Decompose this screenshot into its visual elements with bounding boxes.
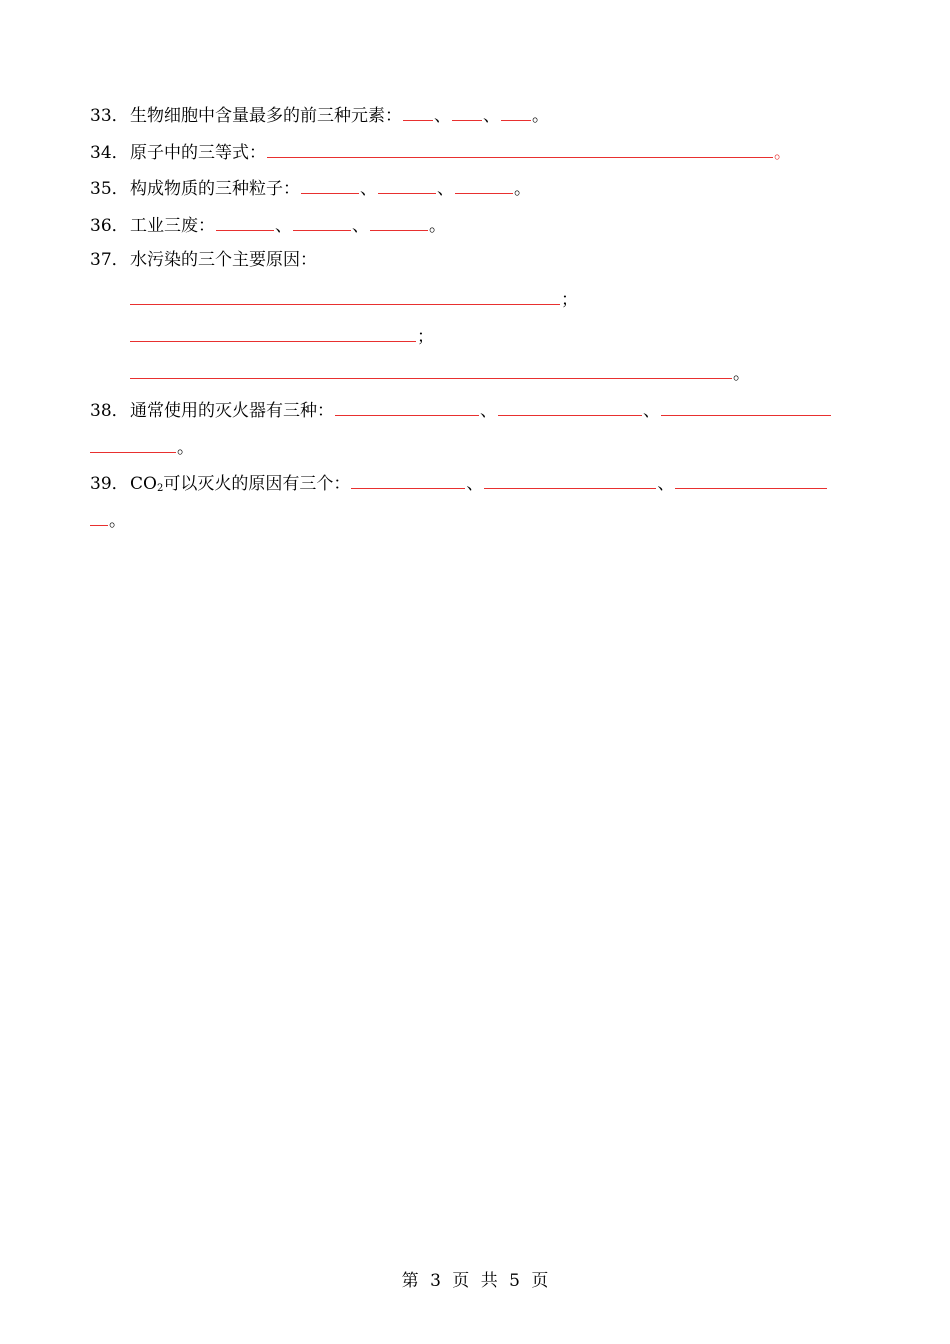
end-punct: 。 — [532, 106, 549, 126]
separator: 、 — [275, 216, 292, 236]
question-text: 生物细胞中含量最多的前三种元素： — [130, 106, 402, 126]
question-33 — [90, 102, 549, 127]
question-text: 工业三废： — [130, 216, 215, 236]
page-footer: 第 3 页 共 5 页 — [401, 1271, 549, 1291]
answer-blank[interactable] — [378, 175, 436, 194]
separator: 、 — [360, 179, 377, 199]
question-38 — [90, 397, 832, 422]
end-punct: 。 — [429, 216, 446, 236]
question-35 — [90, 175, 531, 200]
question-39-continued — [90, 507, 126, 532]
question-text: 水污染的三个主要原因： — [130, 250, 317, 270]
answer-line-1 — [130, 286, 578, 311]
answer-blank[interactable] — [335, 397, 479, 416]
question-number: 35． — [90, 179, 129, 199]
end-punct: 。 — [514, 179, 531, 199]
question-37 — [90, 249, 317, 271]
question-text: 通常使用的灭火器有三种： — [130, 401, 334, 421]
answer-blank[interactable] — [484, 470, 656, 489]
question-number: 36． — [90, 216, 129, 236]
question-36 — [90, 212, 446, 237]
answer-blank[interactable] — [267, 139, 773, 158]
question-text-formula: CO — [130, 474, 157, 494]
separator: 、 — [352, 216, 369, 236]
end-punct: 。 — [109, 511, 126, 531]
subscript: 2 — [156, 483, 164, 494]
answer-blank[interactable] — [130, 286, 560, 305]
separator: 、 — [466, 474, 484, 494]
question-34 — [90, 139, 791, 164]
answer-blank[interactable] — [455, 175, 513, 194]
answer-blank[interactable] — [90, 507, 108, 526]
answer-blank[interactable] — [675, 470, 827, 489]
answer-line-3 — [130, 360, 750, 385]
answer-blank[interactable] — [452, 102, 482, 121]
separator: 、 — [657, 474, 675, 494]
separator: 、 — [437, 179, 454, 199]
question-number: 34． — [90, 143, 129, 163]
answer-blank[interactable] — [351, 470, 465, 489]
answer-blank[interactable] — [498, 397, 642, 416]
answer-blank[interactable] — [90, 434, 176, 453]
answer-blank[interactable] — [130, 323, 416, 342]
question-number: 37． — [90, 250, 129, 270]
answer-blank[interactable] — [293, 212, 351, 231]
answer-blank[interactable] — [216, 212, 274, 231]
separator: 、 — [434, 106, 451, 126]
separator: 、 — [483, 106, 500, 126]
answer-blank[interactable] — [403, 102, 433, 121]
answer-blank[interactable] — [130, 360, 732, 379]
end-punct: 。 — [774, 143, 791, 163]
end-punct: 。 — [733, 364, 750, 384]
end-punct: ； — [561, 290, 578, 310]
question-text: 可以灭火的原因有三个： — [163, 474, 351, 494]
answer-blank[interactable] — [370, 212, 428, 231]
answer-line-2 — [130, 323, 434, 348]
separator: 、 — [643, 401, 660, 421]
end-punct: ； — [417, 327, 434, 347]
question-number: 39． — [90, 474, 129, 494]
question-number: 38． — [90, 401, 129, 421]
end-punct: 。 — [177, 438, 194, 458]
separator: 、 — [480, 401, 497, 421]
answer-blank[interactable] — [501, 102, 531, 121]
question-number: 33． — [90, 106, 129, 126]
question-39 — [90, 470, 828, 500]
question-38-continued — [90, 434, 194, 459]
answer-blank[interactable] — [301, 175, 359, 194]
answer-blank[interactable] — [661, 397, 831, 416]
question-text: 原子中的三等式： — [130, 143, 266, 163]
question-text: 构成物质的三种粒子： — [130, 179, 300, 199]
